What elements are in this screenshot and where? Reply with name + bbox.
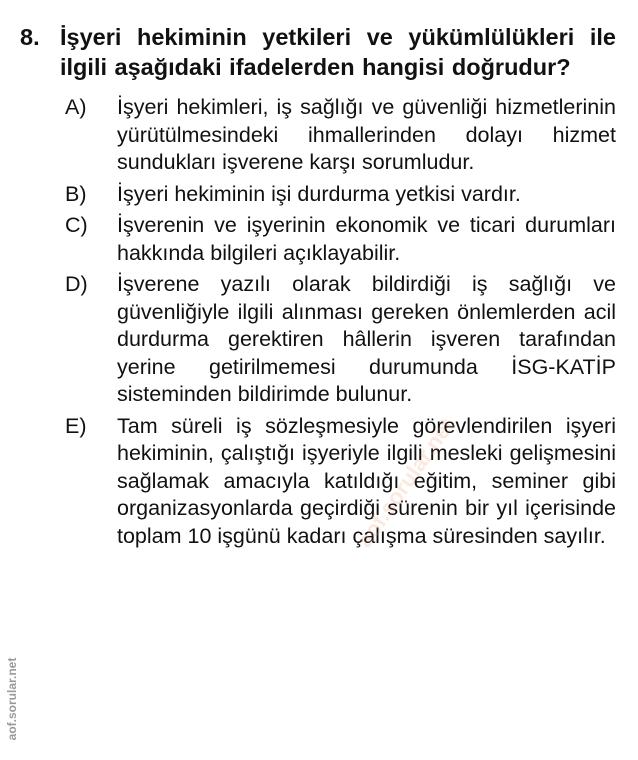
center-watermark: aof.sorular.net: [351, 413, 460, 552]
option-letter: C): [65, 213, 88, 237]
option-e[interactable]: [20, 413, 616, 551]
option-a[interactable]: [20, 94, 616, 177]
side-watermark: [2, 640, 18, 760]
option-letter: D): [65, 272, 88, 296]
question-block: [20, 22, 616, 554]
option-c[interactable]: [20, 212, 616, 267]
option-letter: B): [65, 181, 87, 206]
side-watermark-text: aof.sorular.net: [5, 657, 19, 741]
question-header: [20, 22, 616, 82]
option-text: Tam süreli iş sözleşmesiyle görevlendirilen işyeri hekiminin, çalıştığı işyeriyle ilgili mesleki gelişmesini sağlamak amacıyla katıldığı eğitim, seminer gibi organizasyonlarda geçirdiği sürenin bir yıl içerisinde toplam 10 işgünü kadarı çalışma süresinden sayılır.: [117, 413, 616, 548]
option-letter: E): [65, 413, 87, 438]
option-text: İşverenin ve işyerinin ekonomik ve ticari durumları hakkında bilgileri açıklayabilir.: [117, 213, 616, 265]
question-number: 8.: [20, 24, 40, 50]
question-text: İşyeri hekiminin yetkileri ve yükümlülükleri ile ilgili aşağıdaki ifadelerden hangisi doğrudur?: [60, 24, 616, 80]
option-text: İşyeri hekimleri, iş sağlığı ve güvenliği hizmetlerinin yürütülmesindeki ihmallerinden dolayı hizmet sundukları işverene karşı sorumludur.: [117, 95, 616, 174]
option-text: İşverene yazılı olarak bildirdiği iş sağlığı ve güvenliğiyle ilgili alınması gereken önlemlerden acil durdurma gerektiren hâllerin işveren tarafından yerine getirilmemesi durumunda İSG-KATİP sisteminden bildirimde bulunur.: [117, 272, 616, 406]
option-d[interactable]: [20, 271, 616, 409]
option-letter: A): [65, 95, 87, 119]
options-list: [20, 94, 616, 550]
option-text: İşyeri hekiminin işi durdurma yetkisi vardır.: [117, 181, 521, 206]
option-b[interactable]: [20, 181, 616, 209]
